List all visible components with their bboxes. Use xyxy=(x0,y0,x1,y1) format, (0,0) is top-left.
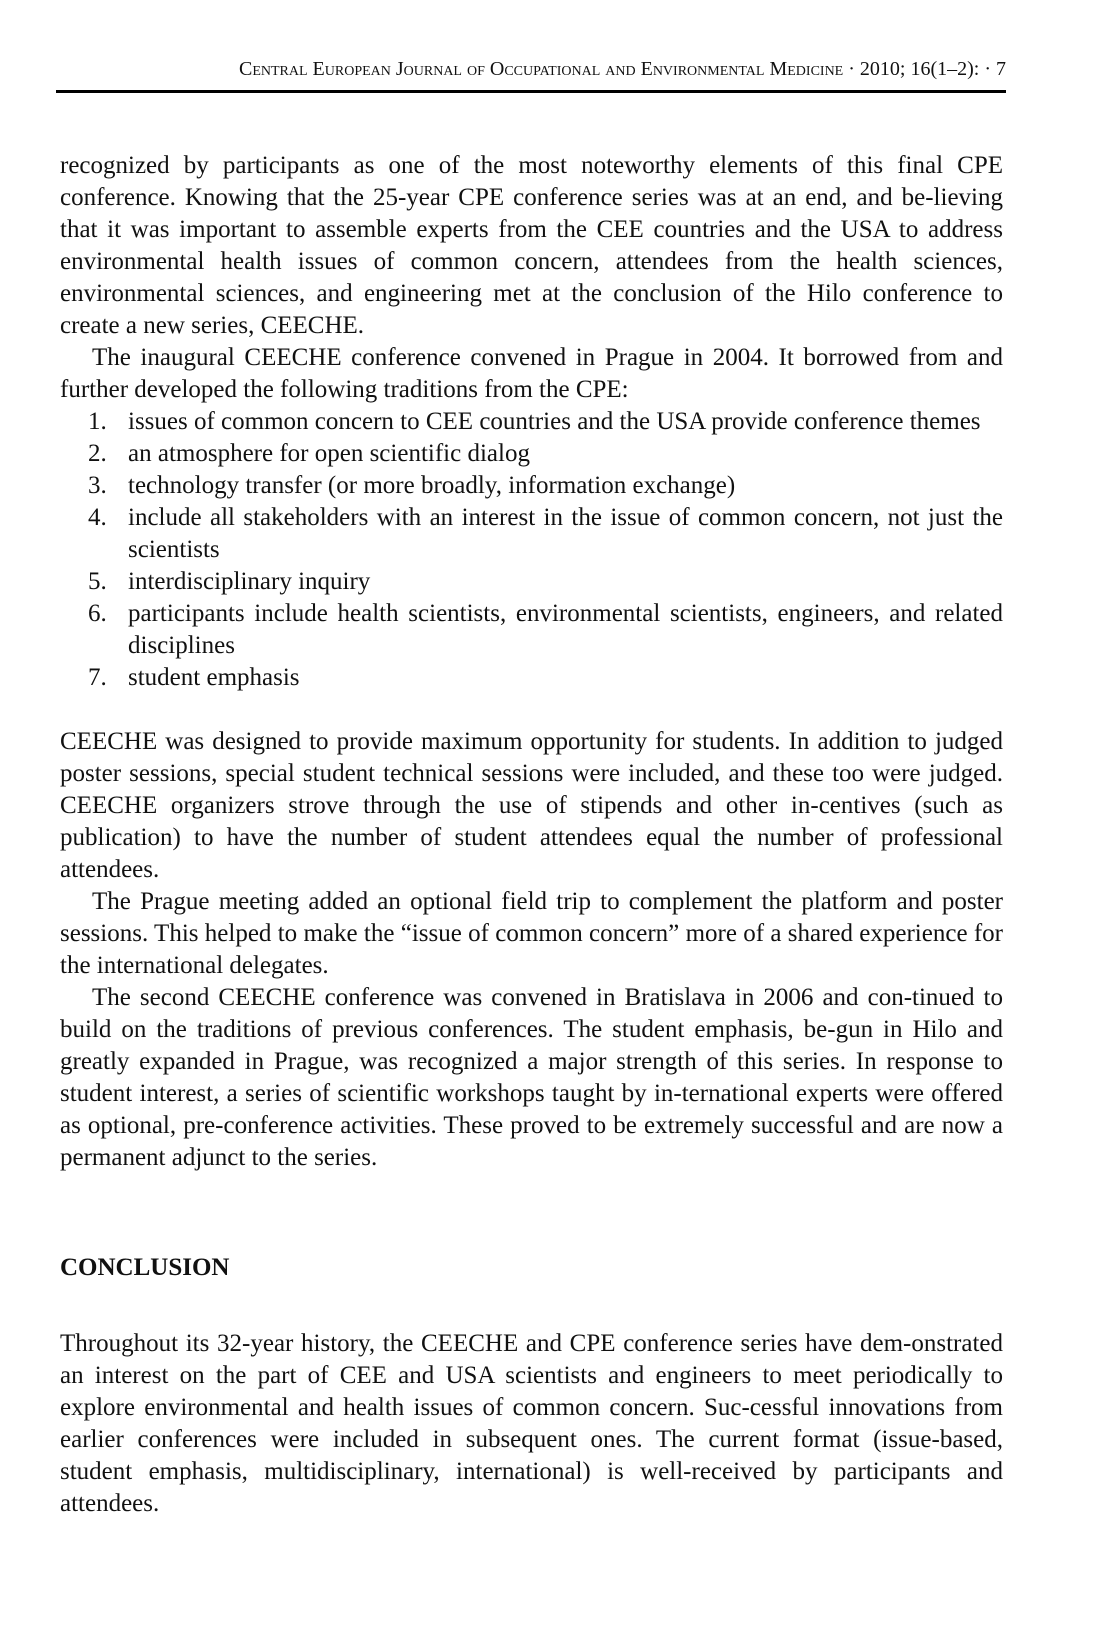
section-heading: CONCLUSION xyxy=(60,1254,230,1281)
spacer xyxy=(60,694,1003,726)
running-header xyxy=(56,58,1006,92)
list-text: an atmosphere for open scientific dialog xyxy=(128,440,530,467)
list-number: 5. xyxy=(88,568,107,595)
list-number: 3. xyxy=(88,472,107,499)
citation: · 2010; 16(1–2): · 7 xyxy=(848,58,1006,80)
list-text: interdisciplinary inquiry xyxy=(128,568,371,595)
list-number: 1. xyxy=(88,408,107,435)
spacer xyxy=(60,1174,1003,1252)
header-rule xyxy=(56,90,1006,93)
paragraph: The second CEECHE conference was convened in Bratislava in 2006 and con-tinued to build on the traditions of previous conferences. The student emphasis, be-gun in Hilo and greatly expanded in Prague, was recognized a major strength of this series. In response to student interest, a series of scientific workshops taught by in-ternational experts were offered as optional, pre-conference activities. These proved to be extremely successful and are now a permanent adjunct to the series. xyxy=(60,984,1003,1171)
list-text: participants include health scientists, environmental scientists, engineers, and related disciplines xyxy=(128,600,1003,659)
list-text: issues of common concern to CEE countries and the USA provide conference themes xyxy=(128,408,981,435)
paragraph: recognized by participants as one of the most noteworthy elements of this final CPE conference. Knowing that the 25-year CPE conference series was at an end, and be-lieving that it was important to assemble experts from the CEE countries and the USA to address environmental health issues of common concern, attendees from the health sciences, environmental sciences, and engineering met at the conclusion of the Hilo conference to create a new series, CEECHE. xyxy=(60,152,1003,339)
list-number: 6. xyxy=(88,600,107,627)
list-text: student emphasis xyxy=(128,664,300,691)
list-item xyxy=(60,470,1003,502)
list-item xyxy=(60,502,1003,566)
list-item xyxy=(60,438,1003,470)
paragraph: CEECHE was designed to provide maximum opportunity for students. In addition to judged poster sessions, special student technical sessions were included, and these too were judged. CEECHE organizers strove through the use of stipends and other in-centives (such as publication) to have the number of student attendees equal the number of professional attendees. xyxy=(60,728,1003,883)
list-item xyxy=(60,566,1003,598)
list-number: 4. xyxy=(88,504,107,531)
paragraph: The inaugural CEECHE conference convened in Prague in 2004. It borrowed from and further developed the following traditions from the CPE: xyxy=(60,344,1003,403)
spacer xyxy=(60,1284,1003,1328)
article-body xyxy=(60,150,1003,1520)
list-item xyxy=(60,662,1003,694)
list-number: 7. xyxy=(88,664,107,691)
journal-title: Central European Journal of Occupational and Environmental Medicine xyxy=(238,58,844,80)
list-number: 2. xyxy=(88,440,107,467)
paragraph: The Prague meeting added an optional field trip to complement the platform and poster sessions. This helped to make the “issue of common concern” more of a shared experience for the international delegates. xyxy=(60,888,1003,979)
list-item xyxy=(60,406,1003,438)
paragraph: Throughout its 32-year history, the CEECHE and CPE conference series have dem-onstrated an interest on the part of CEE and USA scientists and engineers to meet periodically to explore environmental and health issues of common concern. Suc-cessful innovations from earlier conferences were included in subsequent ones. The current format (issue-based, student emphasis, multidisciplinary, international) is well-received by participants and attendees. xyxy=(60,1330,1003,1517)
list-text: include all stakeholders with an interest in the issue of common concern, not just the scientists xyxy=(128,504,1003,563)
list-text: technology transfer (or more broadly, information exchange) xyxy=(128,472,736,499)
traditions-list xyxy=(60,406,1003,694)
list-item xyxy=(60,598,1003,662)
